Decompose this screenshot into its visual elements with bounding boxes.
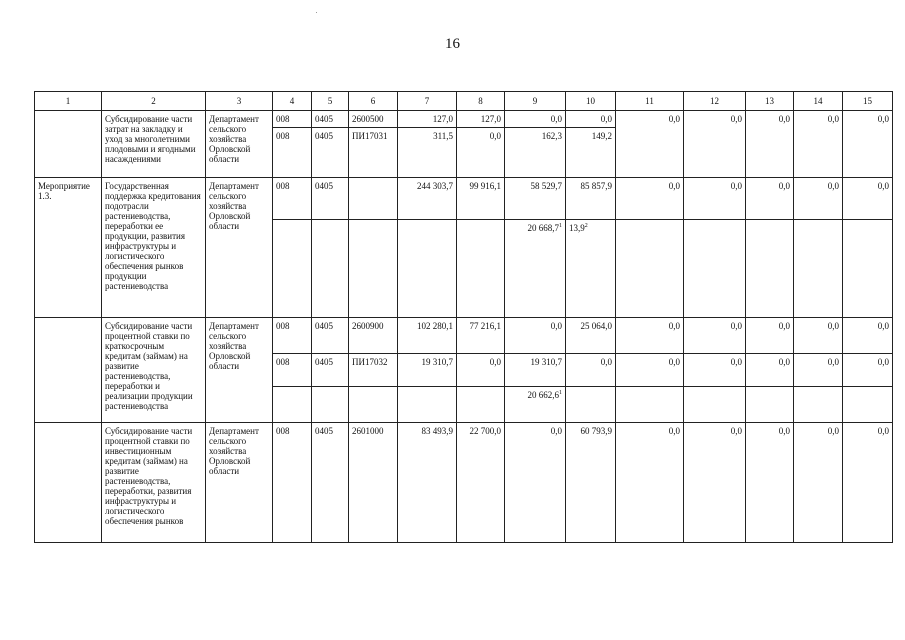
header-cell: 14 [794,92,843,111]
value-cell [616,220,684,318]
header-cell: 4 [273,92,312,111]
header-cell: 13 [746,92,794,111]
value-cell: 162,3 [505,128,566,178]
target-code-cell: ПИ17032 [349,354,398,387]
section-cell: 0405 [312,178,349,220]
value-cell: 0,0 [505,423,566,543]
section-cell: 0405 [312,318,349,354]
value-cell [843,220,893,318]
header-cell: 12 [684,92,746,111]
value-cell [794,387,843,423]
value-cell: 0,0 [616,318,684,354]
value-cell: 83 493,9 [398,423,457,543]
value-cell: 22 700,0 [457,423,505,543]
header-cell: 6 [349,92,398,111]
footnote-value: 13,9 [569,223,585,233]
target-code-cell: 2601000 [349,423,398,543]
table-row [35,178,893,220]
description-cell: Субсидирование части затрат на закладку и уход за многолетними плодовыми и ягодными насаждениями [102,111,206,178]
section-cell: 0405 [312,423,349,543]
value-cell [457,387,505,423]
table-row [35,318,893,354]
value-cell: 0,0 [616,178,684,220]
executor-cell: Департамент сельского хозяйства Орловской области [206,423,273,543]
header-cell: 7 [398,92,457,111]
page-number: 16 [445,36,460,52]
value-cell: 0,0 [684,318,746,354]
value-cell: 0,0 [843,423,893,543]
header-cell: 8 [457,92,505,111]
value-cell: 244 303,7 [398,178,457,220]
description-cell: Государственная поддержка кредитования подотрасли растениеводства, переработки ее продукции, развития инфраструктуры и логистического обеспечения рынков продукции растениеводства [102,178,206,318]
value-cell: 0,0 [794,111,843,178]
executor-cell: Департамент сельского хозяйства Орловской области [206,318,273,423]
grbs-cell [273,220,312,318]
value-cell [398,220,457,318]
value-cell: 0,0 [746,111,794,178]
table-row [35,111,893,128]
value-cell: 0,0 [746,178,794,220]
value-cell: 0,0 [684,111,746,178]
section-cell [312,220,349,318]
description-cell: Субсидирование части процентной ставки по инвестиционным кредитам (займам) на развитие растениеводства, переработки, развития инфраструктуры и логистического обеспечения рынков [102,423,206,543]
target-code-cell: 2600900 [349,318,398,354]
event-cell: Мероприятие 1.3. [35,178,102,318]
value-cell: 0,0 [457,354,505,387]
value-cell: 0,0 [843,111,893,178]
value-cell [684,220,746,318]
value-cell: 0,0 [843,178,893,220]
value-cell: 0,0 [566,111,616,128]
value-cell [746,220,794,318]
header-cell: 11 [616,92,684,111]
event-cell [35,318,102,423]
event-cell [35,111,102,178]
grbs-cell: 008 [273,178,312,220]
value-cell [794,220,843,318]
footnote-mark: 2 [584,223,588,229]
grbs-cell: 008 [273,111,312,128]
grbs-cell: 008 [273,354,312,387]
section-cell: 0405 [312,128,349,178]
value-cell: 0,0 [746,423,794,543]
footnote-mark: 1 [559,223,562,229]
value-cell: 60 793,9 [566,423,616,543]
target-code-cell [349,178,398,220]
value-cell: 19 310,7 [398,354,457,387]
value-cell: 0,0 [505,318,566,354]
description-cell: Субсидирование части процентной ставки по краткосрочным кредитам (займам) на развитие растениеводства, переработки и реализации продукции растениеводства [102,318,206,423]
value-cell: 0,0 [794,423,843,543]
value-cell: 0,0 [684,178,746,220]
footnote-value: 20 662,6 [527,390,559,400]
value-cell: 85 857,9 [566,178,616,220]
section-cell: 0405 [312,111,349,128]
value-cell: 127,0 [457,111,505,128]
value-cell: 149,2 [566,128,616,178]
table-row [35,423,893,543]
value-cell: 0,0 [616,423,684,543]
footnote-value-cell [505,387,566,423]
header-cell: 3 [206,92,273,111]
header-cell: 15 [843,92,893,111]
footnote-mark: 1 [559,390,562,396]
target-code-cell [349,220,398,318]
value-cell: 0,0 [684,354,746,387]
budget-table [34,91,893,543]
section-cell [312,387,349,423]
value-cell [398,387,457,423]
value-cell: 0,0 [794,318,843,354]
value-cell: 127,0 [398,111,457,128]
target-code-cell: ПИ17031 [349,128,398,178]
value-cell: 0,0 [746,354,794,387]
value-cell: 0,0 [566,354,616,387]
value-cell [566,387,616,423]
target-code-cell: 2600500 [349,111,398,128]
value-cell: 0,0 [616,354,684,387]
section-cell: 0405 [312,354,349,387]
scan-speck [316,12,317,13]
value-cell: 0,0 [843,318,893,354]
header-cell: 9 [505,92,566,111]
event-cell [35,423,102,543]
value-cell: 0,0 [457,128,505,178]
value-cell: 0,0 [794,354,843,387]
value-cell [843,387,893,423]
value-cell: 0,0 [505,111,566,128]
table-header-row [35,92,893,111]
value-cell [684,387,746,423]
value-cell: 77 216,1 [457,318,505,354]
value-cell: 25 064,0 [566,318,616,354]
header-cell: 2 [102,92,206,111]
value-cell: 0,0 [746,318,794,354]
footnote-value-cell [505,220,566,318]
value-cell: 19 310,7 [505,354,566,387]
value-cell [746,387,794,423]
executor-cell: Департамент сельского хозяйства Орловской области [206,178,273,318]
grbs-cell: 008 [273,128,312,178]
value-cell [616,387,684,423]
header-cell: 5 [312,92,349,111]
grbs-cell: 008 [273,318,312,354]
grbs-cell [273,387,312,423]
grbs-cell: 008 [273,423,312,543]
header-cell: 1 [35,92,102,111]
value-cell: 0,0 [794,178,843,220]
value-cell: 58 529,7 [505,178,566,220]
value-cell: 0,0 [684,423,746,543]
value-cell: 99 916,1 [457,178,505,220]
header-cell: 10 [566,92,616,111]
target-code-cell [349,387,398,423]
executor-cell: Департамент сельского хозяйства Орловской области [206,111,273,178]
value-cell: 0,0 [843,354,893,387]
value-cell: 0,0 [616,111,684,178]
value-cell [457,220,505,318]
value-cell: 102 280,1 [398,318,457,354]
value-cell: 311,5 [398,128,457,178]
footnote-value-cell [566,220,616,318]
footnote-value: 20 668,7 [527,223,559,233]
